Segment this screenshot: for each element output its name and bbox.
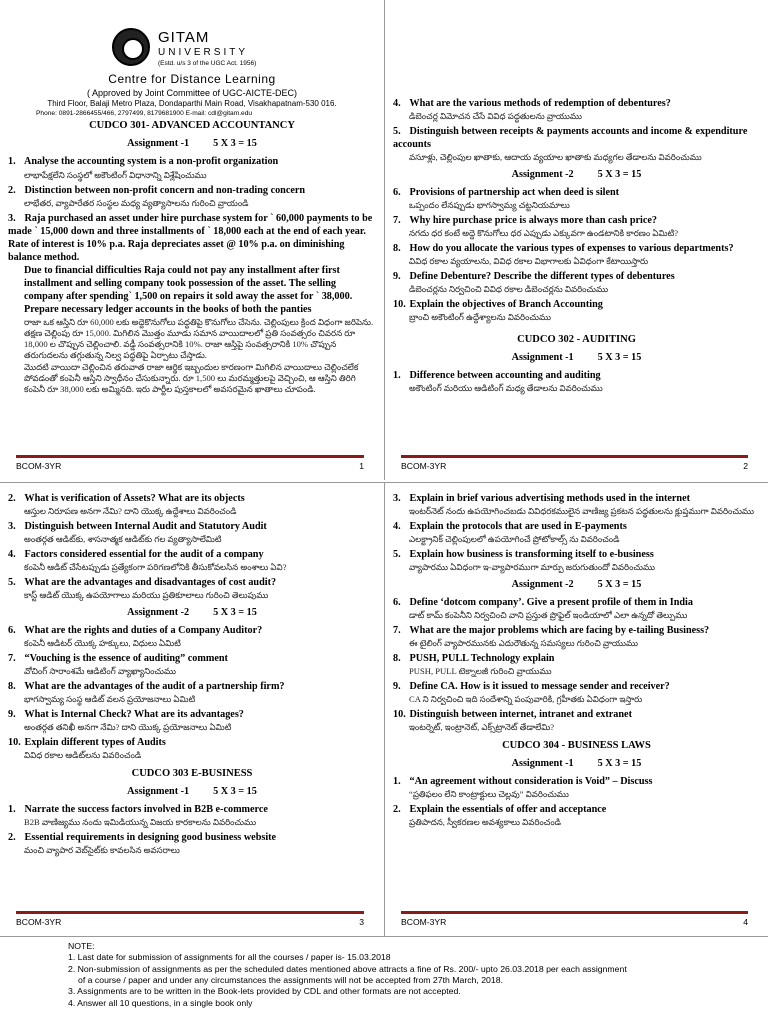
question: 4. Factors considered essential for the audit of a company bbox=[8, 549, 264, 561]
telugu-translation: మొదటి వాయిదా చెల్లించిన తరువాత రాజా ఆర్థిక ఇబ్బందుల కారణంగా మిగిలిన వాయిదాలు చెల్లించలేక పోవడంతో కంపెనీ ఆస్తిని స్వాధీనం చేసుకున్నారు. రూ 1,500 లు మరమ్మత్తులపై వెచ్చించి, ఆ ఆస్తిని తిరిగి కంపెనీ రూ 38,000 లకు అమ్మినది. ఇరు పార్టీల పుస్తకాలలో అవసరమైన ఖాతాలు చూపండి. bbox=[24, 361, 359, 394]
question: 8. How do you allocate the various types of expenses to various departments? bbox=[393, 243, 734, 255]
university-header bbox=[8, 6, 376, 118]
question: 2. What is verification of Assets? What are its objects bbox=[8, 493, 245, 504]
marks-label: 5 X 3 = 15 bbox=[213, 138, 257, 150]
page-3 bbox=[0, 482, 384, 936]
assignment-heading bbox=[393, 351, 760, 364]
telugu-translation: CA ని నిర్వచించి ఇది సందేశాన్ని పంపువారికి, గ్రహీతకు ఏవిధంగా ఇస్తారు bbox=[409, 694, 643, 705]
question: 10. Explain the objectives of Branch Accounting bbox=[393, 299, 603, 311]
notes-section bbox=[0, 936, 768, 1024]
telugu-translation: “ప్రతిఫలం లేని కాంట్రాక్టులు చెల్లవు” వివరించుము bbox=[409, 788, 569, 799]
question: 8. What are the advantages of the audit of a partnership firm? bbox=[8, 681, 285, 693]
telugu-translation: అకౌంటింగ్ మరియు ఆడిటింగ్ మధ్య తేడాలను వివరించుము bbox=[409, 382, 603, 393]
question: 1. Narrate the success factors involved in B2B e-commerce bbox=[8, 803, 268, 815]
question: 7. Why hire purchase price is always more than cash price? bbox=[393, 215, 657, 227]
question: 6. What are the rights and duties of a Company Auditor? bbox=[8, 625, 263, 637]
question: 7. “Vouching is the essence of auditing” comment bbox=[8, 653, 228, 665]
telugu-translation: ఎలక్ట్రానిక్ చెల్లింపులలో ఉపయోగించే ప్రోటోకాల్స్ ను వివరించండి bbox=[409, 534, 620, 545]
marks-label: 5 X 3 = 15 bbox=[597, 757, 642, 769]
question: 6. Define ‘dotcom company’. Give a present profile of them in India bbox=[393, 597, 693, 609]
telugu-translation: వివిధ రకాల ఆడిట్‌లను వివరించండి bbox=[24, 750, 142, 761]
page-number: 4 bbox=[743, 917, 748, 927]
approval-note: ( Approved by Joint Committee of UGC-AICTE-DEC) bbox=[86, 88, 298, 98]
university-subtitle: UNIVERSITY bbox=[158, 47, 249, 59]
university-name-block bbox=[158, 28, 256, 68]
question: 2. Explain the essentials of offer and acceptance bbox=[393, 803, 607, 815]
contact-info: Phone: 0891-2866455/466, 2797499, 8179681900 E-mail: cdl@gitam.edu bbox=[36, 110, 253, 117]
marks-label: 5 X 3 = 15 bbox=[213, 607, 257, 619]
question: 4. What are the various methods of redemption of debentures? bbox=[393, 98, 671, 109]
footer-label: BCOM-3YR bbox=[401, 917, 447, 927]
question: 10. Explain different types of Audits bbox=[8, 737, 166, 749]
course-title: CUDCO 304 - BUSINESS LAWS bbox=[502, 740, 651, 752]
course-title: CUDCO 303 E-BUSINESS bbox=[131, 768, 253, 780]
page-2 bbox=[384, 0, 768, 480]
footer-label: BCOM-3YR bbox=[16, 461, 62, 471]
marks-label: 5 X 3 = 15 bbox=[213, 785, 257, 797]
note-item: 1. Last date for submission of assignments for all the courses / paper is- 15.03.2018 bbox=[68, 952, 391, 963]
question: 5. Explain how business is transforming itself to e-business bbox=[393, 549, 654, 561]
telugu-translation: ఇంటర్నెట్, ఇంట్రానెట్, ఎక్స్‌ట్రానెట్ తేడాలేమి? bbox=[409, 722, 555, 733]
question: 1. “An agreement without consideration is Void” – Discuss bbox=[393, 775, 653, 787]
telugu-translation: మంచి వ్యాపార వెబ్‌సైట్‌కు కావలసిన అవసరాలు bbox=[24, 845, 180, 856]
telugu-translation: ఆస్తుల నిరూపణ అనగా నేమి? దాని యొక్క ఉద్దేశాలు వివరించండి bbox=[24, 506, 237, 517]
telugu-translation: అంతర్గత ఆడిట్‌కు, శాసనాత్మక ఆడిట్‌కు గల వ్యత్యాసాలేమిటి bbox=[24, 534, 222, 545]
marks-label: 5 X 3 = 15 bbox=[597, 169, 642, 181]
question: 2. Essential requirements in designing good business website bbox=[8, 832, 277, 843]
question: 2. Distinction between non-profit concern and non-trading concern bbox=[8, 184, 306, 196]
telugu-translation: వోచింగ్ సారాంశమే ఆడిటింగ్ వ్యాఖ్యానించుము bbox=[24, 666, 177, 677]
assignment-label: Assignment -2 bbox=[511, 579, 574, 591]
telugu-translation: లాభేతర, వ్యాపారేతర సంస్థల మధ్య వ్యత్యాసాలను గురించి వ్రాయండి bbox=[24, 197, 249, 208]
question: 3. Raja purchased an asset under hire purchase system for ` 60,000 payments to be made ` 15,000 down and three installments of ` 18,000 each at the end of each year. Rate of interest is 10% p.a. Raja depreciates asset @ 10% p.a. on diminishing balance method. bbox=[8, 212, 373, 263]
page-footer bbox=[401, 911, 748, 928]
telugu-translation: ప్రతిపాదన, స్వీకరణల అవశ్యకాలు వివరించండి bbox=[409, 817, 562, 827]
question: 9. Define Debenture? Describe the different types of debentures bbox=[393, 271, 675, 283]
note-item: 4. Answer all 10 questions, in a single book only bbox=[68, 997, 253, 1008]
telugu-translation: ఒప్పందం లేనప్పుడు భాగస్వామ్య చట్టనియమాలు bbox=[409, 200, 570, 211]
question: 5. Distinguish between receipts & payments accounts and income & expenditure accounts bbox=[393, 126, 748, 151]
question: 3. Distinguish between Internal Audit and Statutory Audit bbox=[8, 521, 267, 533]
telugu-translation: బ్రాంచి అకౌంటింగ్ ఉద్దేశ్యాలను వివరించుము bbox=[409, 312, 552, 323]
page-number: 1 bbox=[359, 461, 364, 471]
telugu-translation: ఈ టైలింగ్ వ్యాపారమునకు ఎదురౌతున్న సమస్యలు గురించి వ్రాయుము bbox=[409, 638, 639, 649]
telugu-translation: లాభాపేక్షలేని సంస్థలో అకౌంటింగ్ విధానాన్ని విశ్లేషించుము bbox=[24, 169, 207, 180]
centre-name: Centre for Distance Learning bbox=[108, 72, 276, 86]
question: 1. Difference between accounting and auditing bbox=[393, 369, 601, 381]
assignment-label: Assignment -1 bbox=[127, 785, 190, 797]
telugu-translation: డిబెంచర్లను నిర్వచించి వివిధ రకాల డిబెంచర్లను వివరించుము bbox=[409, 284, 609, 295]
telugu-translation: అంతర్గత తనిఖీ అనగా నేమి? దాని యొక్క ప్రయోజనాలు ఏమిటి bbox=[24, 722, 232, 733]
telugu-translation: ఇంటర్‌నెట్ నందు ఉపయోగించబడు వివిధరకములైన వాణిజ్య ప్రకటన పద్ధతులను క్లుప్తముగా వివరించుము bbox=[409, 506, 754, 517]
telugu-translation: కాస్ట్ ఆడిట్ యొక్క ఉపయోగాలు మరియు ప్రతికూలాలు గురించి తెలుపుము bbox=[24, 590, 269, 601]
telugu-translation: భాగస్వామ్య సంస్థ ఆడిట్ వలన ప్రయోజనాలు ఏమిటి bbox=[24, 694, 196, 705]
marks-label: 5 X 3 = 15 bbox=[597, 351, 642, 363]
note-item: 2. Non-submission of assignments as per the scheduled dates mentioned above attracts a fine of Rs. 200/- upto 26.03.2018 per each assignment bbox=[68, 963, 627, 974]
telugu-translation: రాజా ఒక ఆస్తిని రూ 60,000 లకు అద్దెకొనుగోలు పద్ధతిపై కొనుగోలు చేసెను. చెల్లింపులు క్రింద విధంగా జరిపెను. తక్షణ చెల్లింపు రూ 15,000. మిగిలిన మొత్తం మూడు సమాన వాయిదాలలో ప్రతి సంవత్సరం చివరన రూ 18,000 ల చొప్పున చెల్లించాలి. వడ్డీ సంవత్సరానికి 10%. రాజా ఆస్తిపై సంవత్సరానికి 10% చొప్పున తరుగుదలను తగ్గుతున్న నిల్వ పద్ధతిపై ఏర్పాటు చేస్తాడు. bbox=[24, 316, 374, 360]
university-name: GITAM bbox=[158, 29, 210, 46]
assignment-heading bbox=[8, 137, 376, 150]
question: 4. Explain the protocols that are used in E-payments bbox=[393, 521, 627, 533]
question: 6. Provisions of partnership act when deed is silent bbox=[393, 187, 620, 199]
page-4 bbox=[384, 482, 768, 936]
footer-label: BCOM-3YR bbox=[16, 917, 62, 927]
telugu-translation: వసూళ్లు, చెల్లింపుల ఖాతాకు, ఆదాయ వ్యయాల ఖాతాకు మధ్యగల తేడాలను వివరించుము bbox=[409, 152, 702, 163]
assignment-label: Assignment -1 bbox=[511, 351, 574, 363]
course-title: CUDCO 301- ADVANCED ACCOUNTANCY bbox=[89, 120, 295, 131]
page-number: 2 bbox=[743, 461, 748, 471]
page-footer bbox=[16, 911, 364, 928]
question: 1. Analyse the accounting system is a non-profit organization bbox=[8, 156, 279, 168]
telugu-translation: కంపెనీ ఆడిట్ చేసేటప్పుడు ప్రత్యేకంగా పరిగణలోనికి తీసుకోవలసిన అంశాలు ఏవి? bbox=[24, 562, 287, 573]
question: 7. What are the major problems which are facing by e-tailing Business? bbox=[393, 625, 710, 637]
assignment-heading bbox=[393, 578, 760, 591]
course-title: CUDCO 302 - AUDITING bbox=[517, 334, 636, 346]
assignment-label: Assignment -1 bbox=[511, 757, 574, 769]
page-footer bbox=[16, 455, 364, 472]
establishment-note: (Estd. u/s 3 of the UGC Act. 1956) bbox=[158, 59, 257, 67]
address: Third Floor, Balaji Metro Plaza, Dondaparthi Main Road, Visakhapatnam-530 016. bbox=[47, 99, 337, 108]
telugu-translation: డాట్ కామ్ కంపెనీని నిర్వచించి వాని ప్రస్తుత ప్రొఫైల్ ఇండియాలో ఎలా ఉన్నదో తెల్పుము bbox=[409, 610, 688, 621]
question: 8. PUSH, PULL Technology explain bbox=[393, 653, 555, 665]
assignment-heading bbox=[393, 168, 760, 181]
notes-title: NOTE: bbox=[68, 941, 95, 951]
note-item-continued: of a course / paper and under any circumstances the assignments will not be accepted from 27th March, 2018. bbox=[78, 974, 503, 985]
telugu-translation: కంపెనీ ఆడిటర్ యొక్క హక్కులు, విధులు ఏమిటి bbox=[24, 638, 181, 649]
assignment-heading bbox=[8, 606, 376, 619]
page-1 bbox=[0, 0, 384, 480]
telugu-translation: వివిధ రకాల వ్యయాలను, వివిధ రకాల విభాగాలకు ఏవిధంగా కేటాయిస్తారు bbox=[409, 256, 649, 267]
footer-label: BCOM-3YR bbox=[401, 461, 447, 471]
question: 3. Explain in brief various advertising methods used in the internet bbox=[393, 493, 691, 504]
telugu-translation: B2B వాణిజ్యము నందు ఇమిడియున్న విజయ కారకాలను వివరించుము bbox=[24, 817, 257, 827]
marks-label: 5 X 3 = 15 bbox=[597, 579, 642, 591]
question: 9. Define CA. How is it issued to message sender and receiver? bbox=[393, 681, 670, 693]
question: 5. What are the advantages and disadvantages of cost audit? bbox=[8, 577, 277, 589]
note-item: 3. Assignments are to be written in the Book-lets provided by CDL and other formats are not accepted. bbox=[68, 986, 461, 997]
telugu-translation: నగదు ధర కంటే అద్దె కొనుగోలు ధర ఎప్పుడు ఎక్కువగా ఉండటానికి కారణం ఏమిటి? bbox=[409, 228, 679, 239]
question: 10. Distinguish between internet, intranet and extranet bbox=[393, 709, 632, 721]
telugu-translation: డిబెంచర్ల విమోచన చేసే వివిధ పద్ధతులను వ్రాయుము bbox=[409, 111, 582, 122]
question: 9. What is Internal Check? What are its advantages? bbox=[8, 709, 244, 721]
assignment-label: Assignment -2 bbox=[511, 169, 574, 181]
question-continuation: Due to financial difficulties Raja could not pay any installment after first installment and selling company took possession of the asset. The selling company after spending` 1,500 on repairs it sold away the asset for ` 38,000. Prepare necessary ledger accounts in the books of both the panties bbox=[24, 264, 353, 315]
assignment-label: Assignment -1 bbox=[127, 138, 190, 150]
assignment-label: Assignment -2 bbox=[127, 607, 190, 619]
telugu-translation: PUSH, PULL టెక్నాలజీ గురించి వ్రాయుము bbox=[409, 666, 552, 677]
gitam-logo-icon bbox=[112, 28, 150, 66]
telugu-translation: వ్యాపారము ఏవిధంగా ఇ-వ్యాపారముగా మార్పు జరుగుతుందో వివరించుము bbox=[409, 562, 656, 573]
page-number: 3 bbox=[359, 917, 364, 927]
assignment-heading bbox=[393, 757, 760, 770]
assignment-heading bbox=[8, 785, 376, 798]
page-footer bbox=[401, 455, 748, 472]
